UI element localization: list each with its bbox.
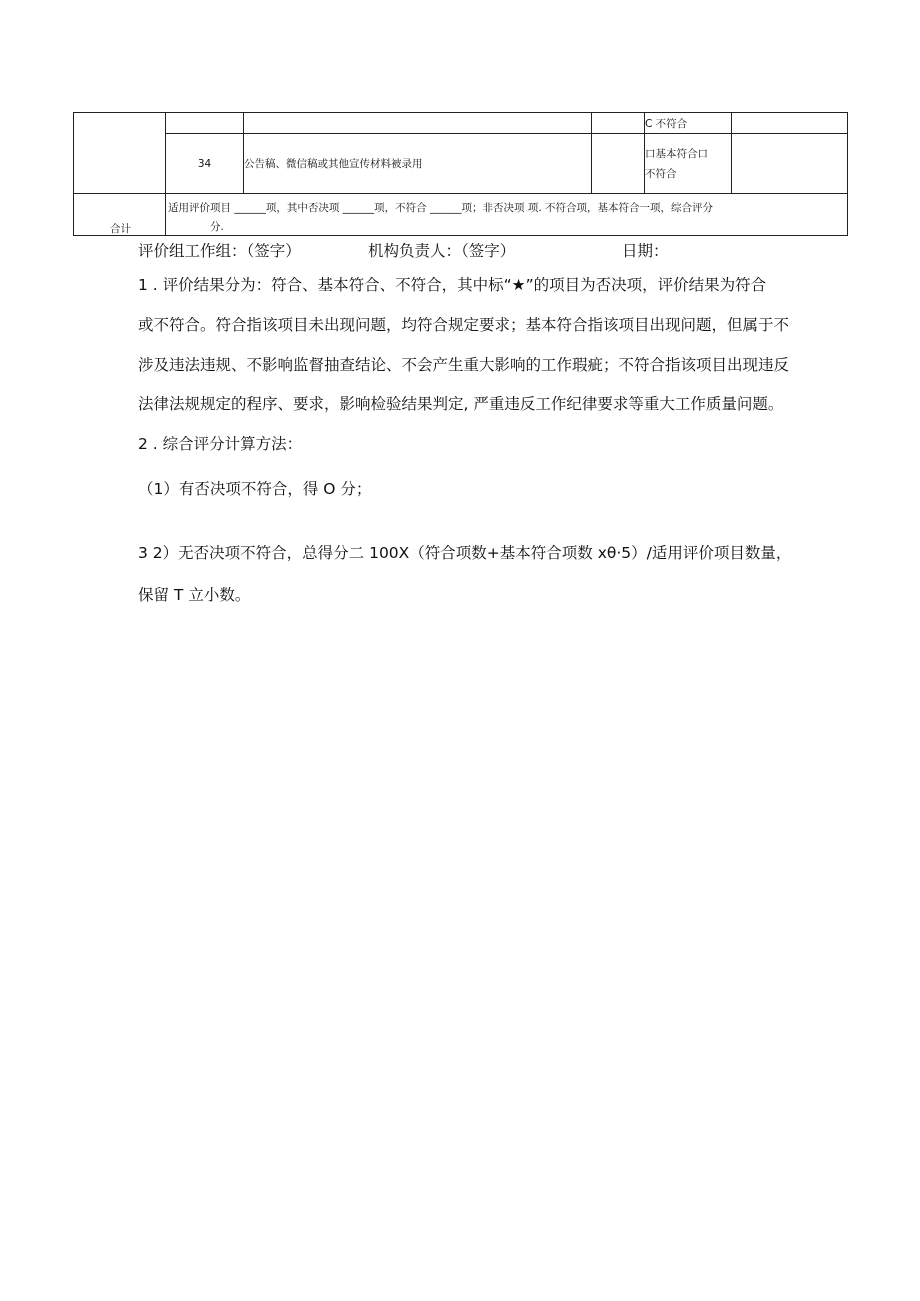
- table-row: [74, 113, 848, 134]
- summary-label-cell: [74, 194, 166, 236]
- evidence-cell: [592, 134, 645, 194]
- remark-cell: [732, 113, 848, 134]
- note-line: 或不符合。符合指该项目未出现问题，均符合规定要求；基本符合指该项目出现问题，但属于不: [138, 316, 790, 334]
- summary-label: 合计: [110, 223, 131, 235]
- note-line: 1 . 评价结果分为：符合、基本符合、不符合，其中标“★”的项目为否决项，评价结果为符合: [138, 276, 767, 294]
- summary-content-cell: [166, 194, 848, 236]
- item-cell: 公告稿、微信稿或其他宣传材料被录用: [244, 134, 592, 194]
- note-line: 涉及违法违规、不影响监督抽查结论、不会产生重大影响的工作瑕疵；不符合指该项目出现违反: [138, 356, 790, 374]
- note-line: 法律法规规定的程序、要求，影响检验结果判定, 严重违反工作纪律要求等重大工作质量问题。: [138, 395, 784, 413]
- summary-line-1: 适用评价项目 ______项，其中否决项 ______项，不符合 ______项；非否决项 项. 不符合项，基本符合一项，综合评分: [168, 202, 714, 214]
- evaluation-table: [73, 112, 848, 236]
- summary-line-2: 分.: [210, 221, 224, 233]
- note-line: 保留 T 立小数。: [138, 586, 251, 604]
- result-cell: C 不符合: [645, 113, 732, 134]
- table-row: [74, 134, 848, 194]
- result-cell: [645, 134, 732, 194]
- note-line: （1）有否决项不符合，得 O 分；: [138, 480, 372, 498]
- note-line: 2 . 综合评分计算方法：: [138, 435, 303, 453]
- result-option-line: 不符合: [645, 167, 677, 180]
- head-signature: 机构负责人：（签字）: [368, 242, 516, 260]
- result-option-line: 口基本符合口: [645, 147, 708, 160]
- note-line: 3 2）无否决项不符合，总得分二 100X（符合项数+基本符合项数 xθ·5）/适用评价项目数量，: [138, 544, 792, 562]
- number-cell: 34: [166, 134, 244, 194]
- date-field: 日期：: [622, 242, 669, 260]
- category-cell: [74, 113, 166, 194]
- evidence-cell: [592, 113, 645, 134]
- number-cell: [166, 113, 244, 134]
- group-signature: 评价组工作组：（签字）: [138, 242, 301, 260]
- summary-row: [74, 194, 848, 236]
- remark-cell: [732, 134, 848, 194]
- item-cell: [244, 113, 592, 134]
